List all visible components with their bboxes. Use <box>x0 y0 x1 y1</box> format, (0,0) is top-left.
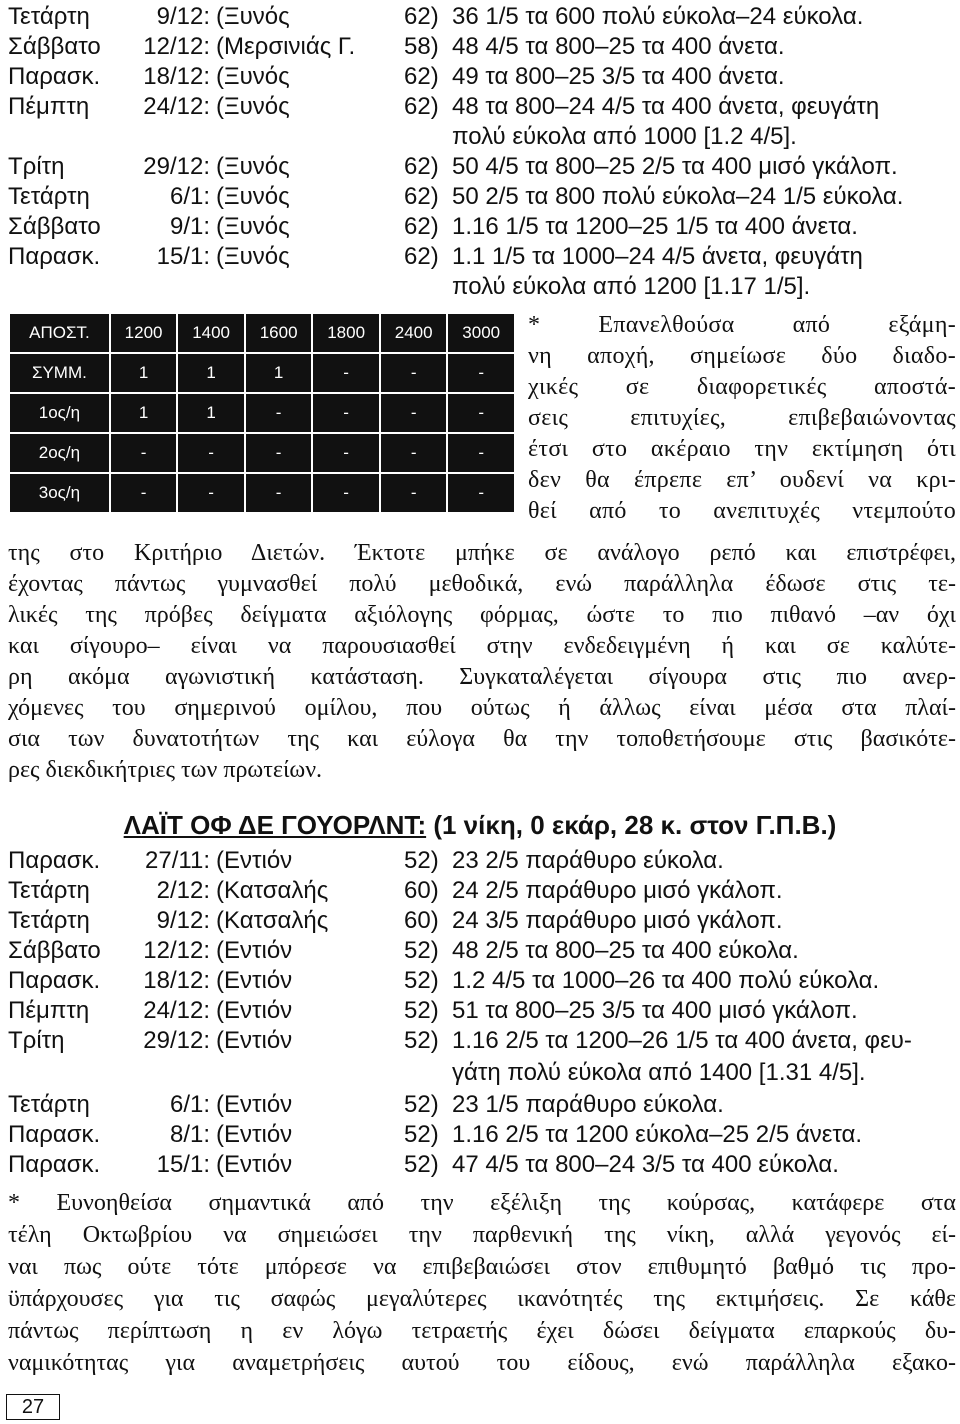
jockey: (Ξυνός <box>216 93 290 120</box>
jockey: (Εντιόν <box>216 997 293 1024</box>
jockey: (Μερσινιάς Γ. <box>216 33 356 60</box>
block2-line-4 <box>8 966 956 996</box>
jockey: (Εντιόν <box>216 1027 293 1054</box>
weight: 62) <box>404 153 439 180</box>
jockey: (Ξυνός <box>216 3 290 30</box>
day: Σάββατο <box>8 213 101 240</box>
table-cell: 1 <box>178 394 244 432</box>
date: 9/1: <box>169 213 210 240</box>
table-row <box>10 394 514 432</box>
stats-table <box>8 312 516 514</box>
jockey: (Ξυνός <box>216 243 290 270</box>
table-header-cell: 1600 <box>246 314 312 352</box>
commentary-line: ναμικότητας για αναμετρήσεις αυτού του είδους, ενώ παράλληλα εξακο- <box>8 1350 956 1376</box>
commentary-paragraph <box>8 538 956 786</box>
commentary-line: τέλη Οκτωβρίου να σημειώσει την παρθενική της νίκη, αλλά γεγονός εί- <box>8 1222 956 1248</box>
table-cell: - <box>111 474 177 512</box>
table-cell: 1ος/η <box>10 394 109 432</box>
day: Τετάρτη <box>8 877 90 904</box>
table-cell: - <box>313 394 379 432</box>
commentary-line: της στο Κριτήριο Διετών. Έκτοτε μπήκε σε ανάλογο ρεπό και επιστρέφει, <box>8 540 956 566</box>
table-cell: 1 <box>178 354 244 392</box>
block1-line-0 <box>8 2 956 32</box>
block1-line-7 <box>8 242 956 272</box>
table-header-cell: ΑΠΟΣΤ. <box>10 314 109 352</box>
work-description-continued: πολύ εύκολα από 1000 [1.2 4/5]. <box>452 123 797 150</box>
stats-table-header <box>10 314 514 352</box>
table-cell: ΣΥΜΜ. <box>10 354 109 392</box>
day: Τρίτη <box>8 1027 65 1054</box>
work-description: 49 τα 800–25 3/5 τα 400 άνετα. <box>452 63 785 90</box>
block1-line-2 <box>8 62 956 92</box>
weight: 62) <box>404 213 439 240</box>
jockey: (Κατσαλής <box>216 907 329 934</box>
work-description: 48 4/5 τα 800–25 τα 400 άνετα. <box>452 33 785 60</box>
block2-line-5 <box>8 996 956 1026</box>
weight: 62) <box>404 183 439 210</box>
weight: 52) <box>404 1151 439 1178</box>
date: 24/12: <box>143 93 210 120</box>
date: 15/1: <box>156 1151 210 1178</box>
work-description: 1.2 4/5 τα 1000–26 τα 400 πολύ εύκολα. <box>452 967 880 994</box>
date: 8/1: <box>169 1121 210 1148</box>
table-cell: - <box>246 474 312 512</box>
table-cell: - <box>178 434 244 472</box>
commentary-line: * Ευνοηθείσα σημαντικά από την εξέλιξη της κούρσας, κατάφερε στα <box>8 1190 956 1216</box>
commentary-line: πάντως περίπτωση η εν λόγω τετραετής έχει δώσει δείγματα επαρκούς δυ- <box>8 1318 956 1344</box>
jockey: (Εντιόν <box>216 1151 293 1178</box>
date: 29/12: <box>143 1027 210 1054</box>
table-cell: - <box>381 434 447 472</box>
commentary-line: σια των δυνατοτήτων της και εύλογα θα την τοποθετήσουμε στις βασικότε- <box>8 726 956 752</box>
weight: 52) <box>404 847 439 874</box>
jockey: (Εντιόν <box>216 967 293 994</box>
page-number: 27 <box>6 1394 60 1420</box>
weight: 62) <box>404 3 439 30</box>
work-description: 24 3/5 παράθυρο μισό γκάλοπ. <box>452 907 783 934</box>
commentary-line: θεί από το ανεπιτυχές ντεμπούτο <box>528 498 956 524</box>
block2-line-8 <box>8 1120 956 1150</box>
day: Τετάρτη <box>8 907 90 934</box>
table-header-cell: 2400 <box>381 314 447 352</box>
day: Παρασκ. <box>8 243 101 270</box>
table-cell: - <box>448 474 514 512</box>
commentary-line: έχοντας πάντως γυμνασθεί πολύ μεθοδικά, ενώ παράλληλα έδωσε στις τε- <box>8 571 956 597</box>
table-cell: - <box>448 434 514 472</box>
date: 29/12: <box>143 153 210 180</box>
commentary-line: ρη ακόμα αγωνιστική κατάσταση. Συγκαταλέγεται σίγουρα στις πιο ανερ- <box>8 664 956 690</box>
table-header-cell: 3000 <box>448 314 514 352</box>
date: 12/12: <box>143 33 210 60</box>
work-description: 51 τα 800–25 3/5 τα 400 μισό γκάλοπ. <box>452 997 858 1024</box>
table-header-cell: 1200 <box>111 314 177 352</box>
weight: 62) <box>404 63 439 90</box>
weight: 60) <box>404 907 439 934</box>
work-description: 50 2/5 τα 800 πολύ εύκολα–24 1/5 εύκολα. <box>452 183 904 210</box>
table-cell: 1 <box>111 394 177 432</box>
work-description: 23 2/5 παράθυρο εύκολα. <box>452 847 724 874</box>
date: 9/12: <box>156 907 210 934</box>
work-description-continued: γάτη πολύ εύκολα από 1400 [1.31 4/5]. <box>452 1059 866 1086</box>
table-cell: - <box>448 354 514 392</box>
table-cell: - <box>178 474 244 512</box>
block2-line-1 <box>8 876 956 906</box>
date: 2/12: <box>156 877 210 904</box>
weight: 52) <box>404 1121 439 1148</box>
commentary-paragraph-2 <box>8 1187 956 1379</box>
work-description-continued: πολύ εύκολα από 1200 [1.17 1/5]. <box>452 273 811 300</box>
day: Παρασκ. <box>8 1121 101 1148</box>
commentary-line: * Επανελθούσα από εξάμη- <box>528 312 956 338</box>
table-cell: - <box>313 434 379 472</box>
commentary-line: και σίγουρο– είναι να παρουσιασθεί στην ενδεδειγμένη ή και σε καλύτε- <box>8 633 956 659</box>
work-description: 48 2/5 τα 800–25 τα 400 εύκολα. <box>452 937 799 964</box>
jockey: (Ξυνός <box>216 213 290 240</box>
weight: 52) <box>404 937 439 964</box>
block1-line-6 <box>8 212 956 242</box>
commentary-line: ρες διεκδικήτριες των πρωτείων. <box>8 757 323 783</box>
date: 18/12: <box>143 63 210 90</box>
jockey: (Εντιόν <box>216 847 293 874</box>
block2-line-0 <box>8 846 956 876</box>
commentary-line: χικές σε διαφορετικές αποστά- <box>528 374 956 400</box>
commentary-line: σεις επιτυχίες, επιβεβαιώνοντας <box>528 405 956 431</box>
work-description: 47 4/5 τα 800–24 3/5 τα 400 εύκολα. <box>452 1151 839 1178</box>
horse-name: ΛΑΪΤ ΟΦ ΔΕ ΓΟΥΟΡΛΝΤ: <box>123 810 427 840</box>
table-cell: - <box>313 474 379 512</box>
work-description: 1.1 1/5 τα 1000–24 4/5 άνετα, φευγάτη <box>452 243 863 270</box>
work-description: 1.16 1/5 τα 1200–25 1/5 τα 400 άνετα. <box>452 213 858 240</box>
weight: 52) <box>404 1091 439 1118</box>
table-row <box>10 434 514 472</box>
jockey: (Εντιόν <box>216 937 293 964</box>
block1-line-3 <box>8 92 956 122</box>
jockey: (Εντιόν <box>216 1121 293 1148</box>
table-cell: 1 <box>246 354 312 392</box>
date: 6/1: <box>169 183 210 210</box>
block2-line-3 <box>8 936 956 966</box>
jockey: (Ξυνός <box>216 183 290 210</box>
weight: 62) <box>404 93 439 120</box>
day: Τετάρτη <box>8 3 90 30</box>
weight: 52) <box>404 967 439 994</box>
table-cell: 3ος/η <box>10 474 109 512</box>
work-description: 36 1/5 τα 600 πολύ εύκολα–24 εύκολα. <box>452 3 864 30</box>
commentary-line: χόμενες του σημερινού ομίλου, που ούτως ή άλλως είναι μέσα στα πλαί- <box>8 695 956 721</box>
horse-record: (1 νίκη, 0 εκάρ, 28 κ. στον Γ.Π.Β.) <box>433 810 837 840</box>
day: Σάββατο <box>8 937 101 964</box>
weight: 52) <box>404 1027 439 1054</box>
table-cell: 1 <box>111 354 177 392</box>
block2-line-7 <box>8 1090 956 1120</box>
table-header-cell: 1400 <box>178 314 244 352</box>
horse-heading <box>0 808 960 842</box>
block1-line-3-cont <box>8 122 956 152</box>
table-row <box>10 474 514 512</box>
day: Πέμπτη <box>8 93 90 120</box>
table-row <box>10 354 514 392</box>
table-cell: - <box>448 394 514 432</box>
work-description: 23 1/5 παράθυρο εύκολα. <box>452 1091 724 1118</box>
date: 18/12: <box>143 967 210 994</box>
date: 27/11: <box>145 847 210 874</box>
block1-line-5 <box>8 182 956 212</box>
date: 15/1: <box>156 243 210 270</box>
work-description: 24 2/5 παράθυρο μισό γκάλοπ. <box>452 877 783 904</box>
jockey: (Ξυνός <box>216 153 290 180</box>
block1-line-7-cont <box>8 272 956 302</box>
day: Σάββατο <box>8 33 101 60</box>
table-cell: - <box>111 434 177 472</box>
day: Τετάρτη <box>8 183 90 210</box>
date: 9/12: <box>156 3 210 30</box>
commentary-line: ναι πως ούτε τότε μπόρεσε να επιβεβαιώσει στον επιθυμητό βαθμό τις προ- <box>8 1254 956 1280</box>
work-description: 48 τα 800–24 4/5 τα 400 άνετα, φευγάτη <box>452 93 880 120</box>
jockey: (Εντιόν <box>216 1091 293 1118</box>
jockey: (Κατσαλής <box>216 877 329 904</box>
work-description: 1.16 2/5 τα 1200–26 1/5 τα 400 άνετα, φευ- <box>452 1027 912 1054</box>
table-cell: - <box>313 354 379 392</box>
commentary-line: νη αποχή, σημείωσε δύο διαδο- <box>528 343 956 369</box>
block1-line-1 <box>8 32 956 62</box>
block2-line-6 <box>8 1026 956 1056</box>
weight: 62) <box>404 243 439 270</box>
weight: 52) <box>404 997 439 1024</box>
commentary-side-column <box>528 310 956 530</box>
weight: 60) <box>404 877 439 904</box>
block2-line-9 <box>8 1150 956 1180</box>
date: 24/12: <box>143 997 210 1024</box>
day: Παρασκ. <box>8 847 101 874</box>
commentary-line: έτσι στο ακέραιο την εκτίμηση ότι <box>528 436 956 462</box>
day: Παρασκ. <box>8 967 101 994</box>
commentary-line: ϋπάρχουσες για τις σαφώς μεγαλύτερες ικανότητές της εκτιμήσεις. Σε κάθε <box>8 1286 956 1312</box>
block1-line-4 <box>8 152 956 182</box>
table-header-cell: 1800 <box>313 314 379 352</box>
date: 6/1: <box>169 1091 210 1118</box>
weight: 58) <box>404 33 439 60</box>
commentary-line: λικές της πρόβες δείγματα αξιόλογης φόρμας, ώστε το πιο πιθανό –αν όχι <box>8 602 956 628</box>
day: Τρίτη <box>8 153 65 180</box>
table-cell: - <box>246 434 312 472</box>
table-cell: - <box>381 474 447 512</box>
work-description: 1.16 2/5 τα 1200 εύκολα–25 2/5 άνετα. <box>452 1121 863 1148</box>
day: Τετάρτη <box>8 1091 90 1118</box>
table-cell: - <box>246 394 312 432</box>
commentary-line: δεν θα έπρεπε επ’ ουδενί να κρι- <box>528 467 956 493</box>
table-cell: 2ος/η <box>10 434 109 472</box>
block2-line-2 <box>8 906 956 936</box>
block2-line-6-cont <box>8 1058 956 1088</box>
table-cell: - <box>381 394 447 432</box>
date: 12/12: <box>143 937 210 964</box>
table-cell: - <box>381 354 447 392</box>
day: Παρασκ. <box>8 63 101 90</box>
day: Πέμπτη <box>8 997 90 1024</box>
day: Παρασκ. <box>8 1151 101 1178</box>
jockey: (Ξυνός <box>216 63 290 90</box>
work-description: 50 4/5 τα 800–25 2/5 τα 400 μισό γκάλοπ. <box>452 153 898 180</box>
